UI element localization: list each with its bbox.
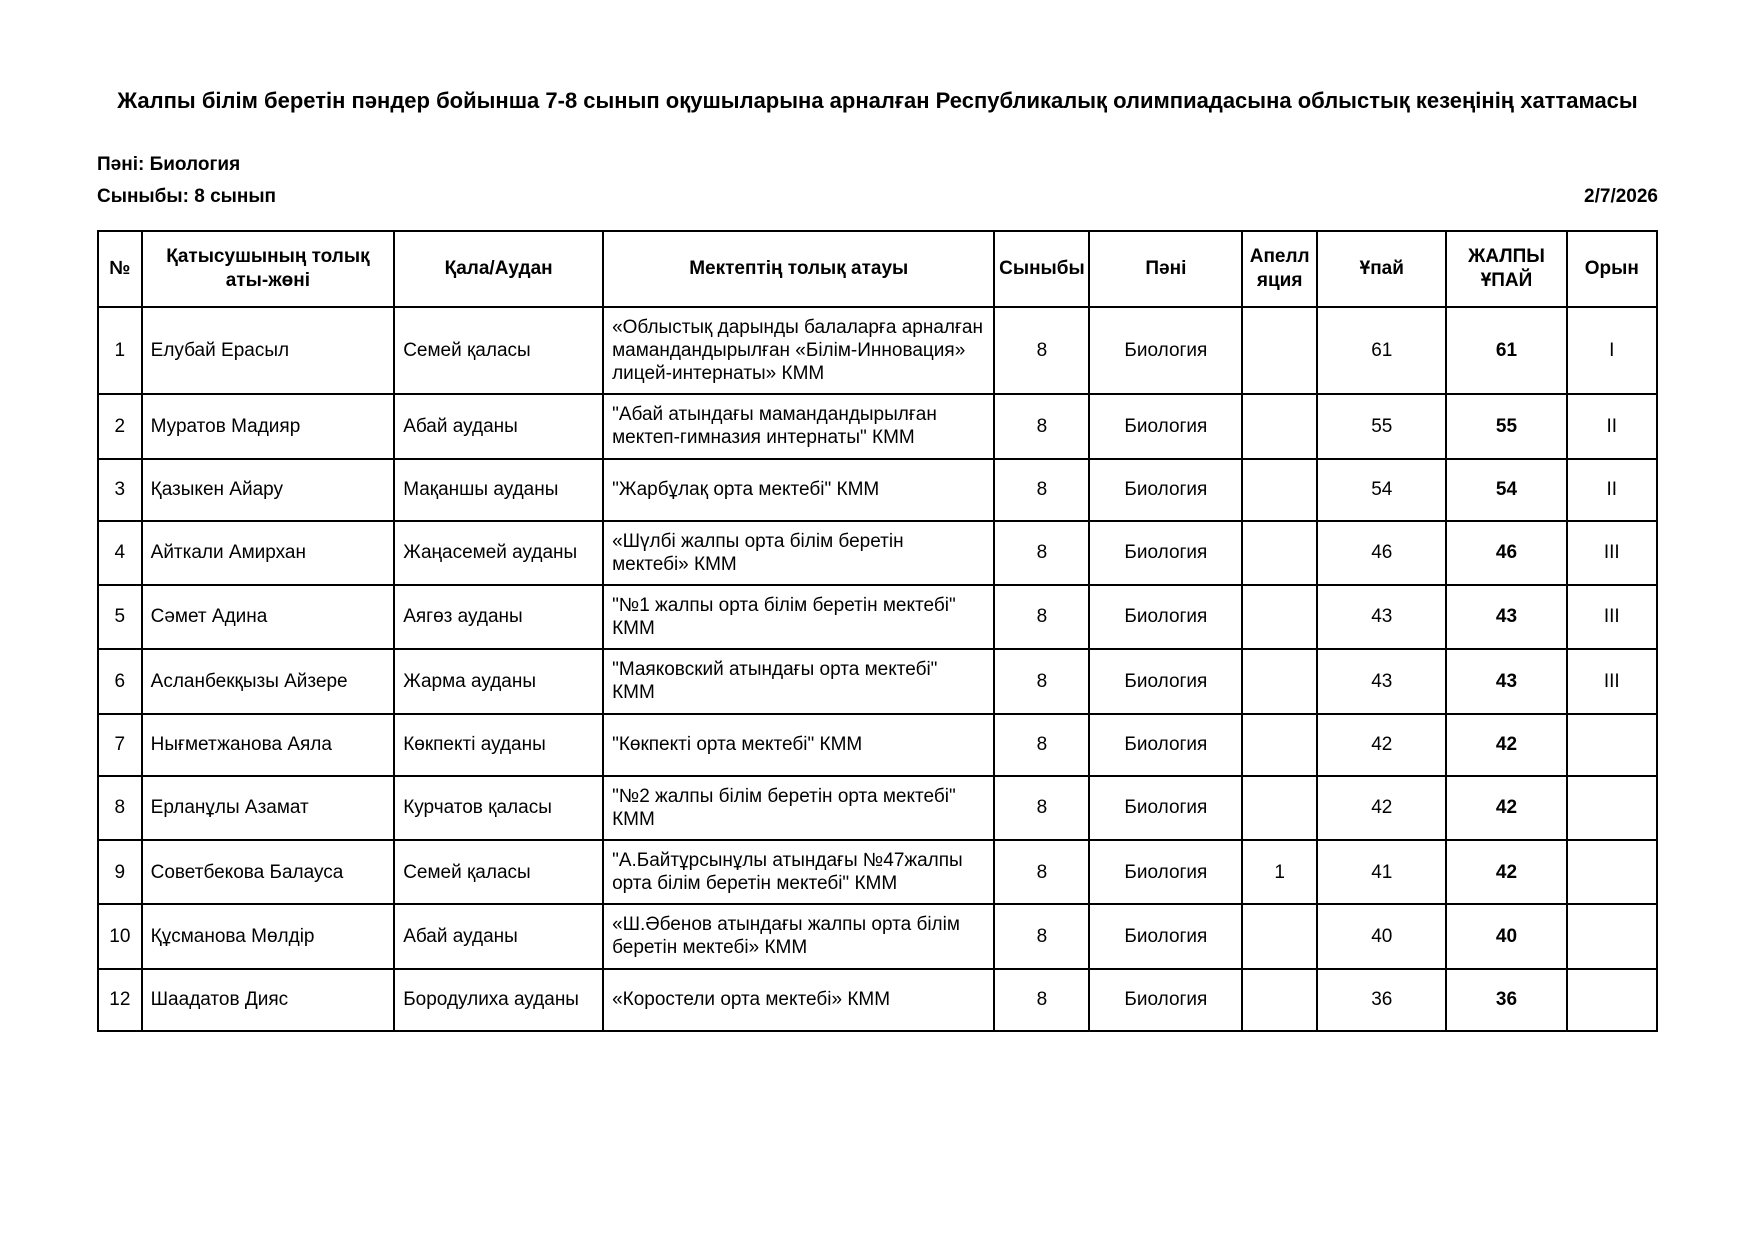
col-header-school: Мектептің толық атауы [603, 231, 994, 307]
cell-number: 4 [98, 521, 142, 585]
meta-block [97, 154, 1658, 208]
cell-place [1567, 776, 1657, 840]
cell-place: II [1567, 459, 1657, 521]
col-header-city: Қала/Аудан [394, 231, 603, 307]
cell-name: Қазыкен Айару [142, 459, 395, 521]
cell-total: 42 [1446, 840, 1566, 904]
col-header-subject: Пәні [1089, 231, 1242, 307]
col-header-place: Орын [1567, 231, 1657, 307]
cell-class: 8 [994, 904, 1089, 968]
page-title: Жалпы білім беретін пәндер бойынша 7-8 сынып оқушыларына арналған Республикалық олимпиадасына облыстық кезеңінің хаттамасы [117, 88, 1638, 113]
cell-total: 43 [1446, 585, 1566, 649]
results-table-body [98, 307, 1657, 1031]
cell-score: 55 [1317, 394, 1446, 458]
cell-number: 7 [98, 714, 142, 776]
table-row [98, 394, 1657, 458]
cell-subject: Биология [1089, 840, 1242, 904]
cell-name: Елубай Ерасыл [142, 307, 395, 395]
table-row [98, 521, 1657, 585]
table-row [98, 840, 1657, 904]
table-row [98, 307, 1657, 395]
table-row [98, 776, 1657, 840]
cell-total: 36 [1446, 969, 1566, 1031]
cell-place: III [1567, 521, 1657, 585]
cell-number: 8 [98, 776, 142, 840]
cell-appeal [1242, 521, 1317, 585]
cell-appeal [1242, 904, 1317, 968]
cell-city: Абай ауданы [394, 394, 603, 458]
cell-place [1567, 969, 1657, 1031]
cell-city: Бородулиха ауданы [394, 969, 603, 1031]
cell-school: "А.Байтұрсынұлы атындағы №47жалпы орта білім беретін мектебі" КММ [603, 840, 994, 904]
cell-school: "Көкпекті орта мектебі" КММ [603, 714, 994, 776]
cell-place: I [1567, 307, 1657, 395]
table-row [98, 585, 1657, 649]
table-header-row [98, 231, 1657, 307]
cell-class: 8 [994, 649, 1089, 713]
cell-number: 2 [98, 394, 142, 458]
cell-school: "Маяковский атындағы орта мектебі" КММ [603, 649, 994, 713]
cell-appeal [1242, 459, 1317, 521]
cell-score: 36 [1317, 969, 1446, 1031]
table-row [98, 459, 1657, 521]
date-label: 2/7/2026 [1584, 185, 1658, 207]
cell-city: Жарма ауданы [394, 649, 603, 713]
cell-name: Муратов Мадияр [142, 394, 395, 458]
cell-place [1567, 714, 1657, 776]
cell-subject: Биология [1089, 904, 1242, 968]
col-header-class: Сыныбы [994, 231, 1089, 307]
cell-score: 42 [1317, 776, 1446, 840]
cell-number: 10 [98, 904, 142, 968]
col-header-appeal: Апелляция [1242, 231, 1317, 307]
col-header-number: № [98, 231, 142, 307]
cell-city: Көкпекті ауданы [394, 714, 603, 776]
cell-school: "Абай атындағы мамандандырылған мектеп-гимназия интернаты" КММ [603, 394, 994, 458]
cell-number: 6 [98, 649, 142, 713]
cell-place [1567, 904, 1657, 968]
cell-total: 43 [1446, 649, 1566, 713]
cell-subject: Биология [1089, 714, 1242, 776]
cell-subject: Биология [1089, 585, 1242, 649]
cell-subject: Биология [1089, 394, 1242, 458]
cell-appeal: 1 [1242, 840, 1317, 904]
cell-number: 5 [98, 585, 142, 649]
cell-appeal [1242, 776, 1317, 840]
cell-score: 43 [1317, 649, 1446, 713]
subject-label: Пәні: Биология [97, 153, 241, 175]
table-row [98, 714, 1657, 776]
meta-line2 [97, 186, 1658, 208]
col-header-name: Қатысушының толық аты-жөні [142, 231, 395, 307]
results-table [97, 230, 1658, 1032]
cell-score: 46 [1317, 521, 1446, 585]
cell-class: 8 [994, 459, 1089, 521]
cell-appeal [1242, 714, 1317, 776]
cell-place [1567, 840, 1657, 904]
cell-appeal [1242, 307, 1317, 395]
cell-number: 12 [98, 969, 142, 1031]
cell-city: Аягөз ауданы [394, 585, 603, 649]
cell-school: «Ш.Әбенов атындағы жалпы орта білім беретін мектебі» КММ [603, 904, 994, 968]
cell-appeal [1242, 649, 1317, 713]
cell-number: 3 [98, 459, 142, 521]
cell-school: «Коростели орта мектебі» КММ [603, 969, 994, 1031]
cell-appeal [1242, 969, 1317, 1031]
cell-score: 43 [1317, 585, 1446, 649]
cell-number: 9 [98, 840, 142, 904]
cell-name: Айткали Амирхан [142, 521, 395, 585]
cell-subject: Биология [1089, 521, 1242, 585]
cell-city: Мақаншы ауданы [394, 459, 603, 521]
cell-subject: Биология [1089, 649, 1242, 713]
cell-score: 61 [1317, 307, 1446, 395]
cell-class: 8 [994, 307, 1089, 395]
cell-school: «Шүлбі жалпы орта білім беретін мектебі» КММ [603, 521, 994, 585]
col-header-score: Ұпай [1317, 231, 1446, 307]
cell-class: 8 [994, 714, 1089, 776]
cell-score: 42 [1317, 714, 1446, 776]
cell-total: 61 [1446, 307, 1566, 395]
cell-name: Ерланұлы Азамат [142, 776, 395, 840]
table-row [98, 904, 1657, 968]
cell-school: «Облыстық дарынды балаларға арналған мамандандырылған «Білім-Инновация» лицей-интернаты» КММ [603, 307, 994, 395]
cell-subject: Биология [1089, 459, 1242, 521]
cell-subject: Биология [1089, 307, 1242, 395]
cell-name: Құсманова Мөлдір [142, 904, 395, 968]
cell-school: "№2 жалпы білім беретін орта мектебі" КММ [603, 776, 994, 840]
cell-total: 46 [1446, 521, 1566, 585]
cell-name: Нығметжанова Аяла [142, 714, 395, 776]
cell-name: Сәмет Адина [142, 585, 395, 649]
cell-city: Абай ауданы [394, 904, 603, 968]
cell-subject: Биология [1089, 776, 1242, 840]
table-row [98, 649, 1657, 713]
cell-total: 55 [1446, 394, 1566, 458]
cell-subject: Биология [1089, 969, 1242, 1031]
cell-city: Жаңасемей ауданы [394, 521, 603, 585]
cell-school: "Жарбұлақ орта мектебі" КММ [603, 459, 994, 521]
cell-class: 8 [994, 585, 1089, 649]
cell-name: Шаадатов Дияс [142, 969, 395, 1031]
cell-total: 40 [1446, 904, 1566, 968]
cell-name: Советбекова Балауса [142, 840, 395, 904]
cell-number: 1 [98, 307, 142, 395]
cell-class: 8 [994, 776, 1089, 840]
cell-city: Семей қаласы [394, 840, 603, 904]
cell-name: Асланбекқызы Айзере [142, 649, 395, 713]
cell-class: 8 [994, 394, 1089, 458]
cell-score: 41 [1317, 840, 1446, 904]
cell-class: 8 [994, 840, 1089, 904]
cell-city: Курчатов қаласы [394, 776, 603, 840]
cell-total: 54 [1446, 459, 1566, 521]
cell-appeal [1242, 394, 1317, 458]
cell-place: III [1567, 649, 1657, 713]
cell-class: 8 [994, 521, 1089, 585]
cell-place: III [1567, 585, 1657, 649]
cell-city: Семей қаласы [394, 307, 603, 395]
cell-total: 42 [1446, 776, 1566, 840]
class-label: Сыныбы: 8 сынып [97, 185, 277, 207]
cell-school: "№1 жалпы орта білім беретін мектебі" КММ [603, 585, 994, 649]
cell-appeal [1242, 585, 1317, 649]
cell-place: II [1567, 394, 1657, 458]
table-row [98, 969, 1657, 1031]
col-header-total: ЖАЛПЫ ҰПАЙ [1446, 231, 1566, 307]
cell-class: 8 [994, 969, 1089, 1031]
cell-score: 54 [1317, 459, 1446, 521]
cell-total: 42 [1446, 714, 1566, 776]
cell-score: 40 [1317, 904, 1446, 968]
